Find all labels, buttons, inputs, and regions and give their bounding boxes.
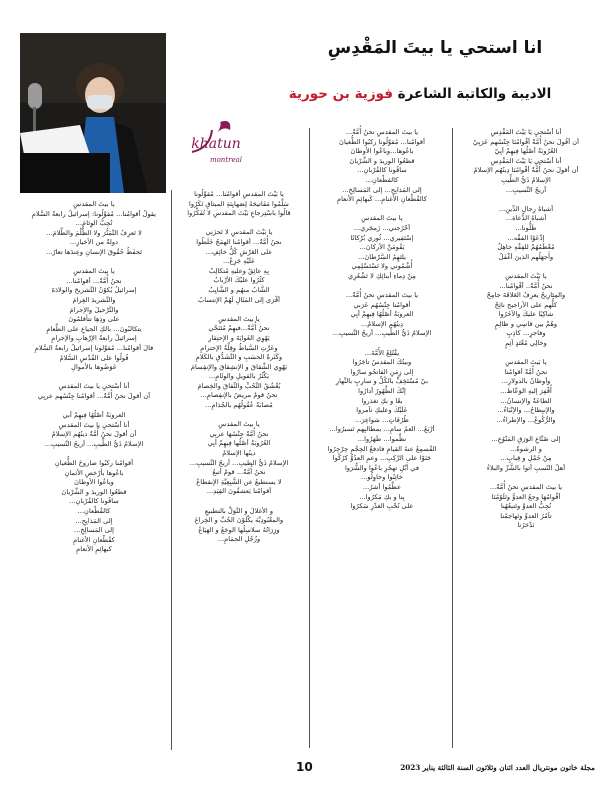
poem-line: الطاعَةُ والإنسانُ... bbox=[500, 396, 552, 405]
poem-line bbox=[176, 497, 302, 507]
poem-line bbox=[458, 473, 594, 483]
poem-line: وعَرَّتِ السَّباطُ وقِلَّةُ الإحترامِ bbox=[200, 343, 278, 352]
poem-line: والمعْبُودِيَّة يكْلَوْنَ الحُبَّ و الخِراعَ bbox=[194, 516, 284, 525]
poem-line: نحنُ أُمَّةٌ... أقوامُنا الهمَجُ خَلَطُوا bbox=[196, 237, 282, 246]
poem-line: الإسلامُ ذَيُّ الطِّيبِ bbox=[501, 175, 551, 184]
poem-line: أنا أسْتحيِ يا بيتَ المقدسِ bbox=[58, 382, 130, 391]
poem-line: وزُجُلِ الحمَامِ... bbox=[217, 535, 261, 544]
poem-line: قُولُوا على القُدْسِ السَّلامُ bbox=[59, 353, 129, 362]
poem-line: الإسلامُ ذَيُّ الطيبِ... أريجُ النَّسيبِ... bbox=[189, 458, 289, 467]
poem-line: نحنُ أُمَّةٌ...فيهِمْ مُتَنَحّي bbox=[208, 324, 270, 333]
poem-line: على نُحْبِ الغدْرِ سَكرُوا bbox=[350, 502, 414, 511]
poem-line: ساقُونا كالقُرْبانِ... bbox=[357, 166, 407, 175]
author-name: فوزية بن حورية bbox=[288, 86, 393, 102]
poem-line: أقوامُنا... مُقوَّلُونا ركبُوا الطُّغيانَ bbox=[339, 137, 425, 146]
poem-line: أنا أسْتحيِ يا بيتَ المقدسِ bbox=[58, 420, 130, 429]
poem-line: عَوَضُوها بالأموالِ bbox=[71, 363, 117, 372]
poem-line: العروبَةُ أصْلُهُا فِيهِمْ أبي bbox=[62, 411, 126, 420]
poem-line: أن أقولَ نحنُ أُمَّةٌ... أقوامُنا جِنْسُهم عربِي bbox=[37, 391, 151, 400]
poem-line: في أَبْلِ تهجُرِ باعُوا والشُّرَوا bbox=[344, 463, 420, 472]
poem-line: أحْرُجني... زَمجَري... bbox=[353, 223, 411, 232]
poem-line: إلى المَسالِخِ... bbox=[73, 526, 115, 535]
poem-line bbox=[20, 401, 168, 411]
poem-line: وفاجرٍ... كاذِبٍ bbox=[506, 329, 546, 338]
poem-line: إلى صُنَّاعِ الوَرَقِ المَنْوُعِ... bbox=[491, 435, 561, 443]
poem-line: وباعُوا الأوطانَ bbox=[74, 478, 114, 487]
poem-line bbox=[458, 195, 594, 205]
poem-line: قطعُوا الوريدَ و الشِّرْيانَ bbox=[349, 156, 415, 165]
khatun-logo bbox=[172, 118, 260, 170]
poem-line: قالُوا باسْتِرجاعِ بَيْتَ المقدسِ لا تُفَكِّرُوا bbox=[187, 209, 291, 218]
poem-line: عَلَيْهِ جَزِعٌ... bbox=[222, 257, 256, 266]
poem-line: الشَّابُ منهُم و الشَّايِبُ bbox=[208, 285, 270, 294]
poem-line: والمِتَارِيحُ يعرِفُ العَلاقَةَ جامِحٌ bbox=[486, 291, 566, 300]
poem-line: كقُطْعانِ الأغنامِ bbox=[73, 535, 115, 544]
poem-line: تُحِبُّ الوِئامَ... bbox=[75, 219, 113, 228]
poem-line bbox=[20, 449, 168, 459]
poem-line: إسرائيلُ رابعةُ الإرْهابِ والإجرامِ bbox=[51, 334, 137, 343]
logo-latin: khatun bbox=[191, 136, 241, 152]
poem-line: يا بَيتَ المقدسِ bbox=[505, 358, 547, 367]
poem-line: جَنَوْا على الرَّكِبِ... وعمِ العدُوُّ كرُكُوا bbox=[332, 454, 432, 463]
poem-subtitle bbox=[250, 86, 590, 102]
poem-line: يا بيتَ المقدسِ نحنُ أُمَّةٌ... bbox=[489, 482, 563, 491]
column-divider bbox=[452, 128, 453, 748]
poem-line: يَهْوِي الشِّقاقَ و الإنشِقاقَ والإنقِسامَ bbox=[190, 362, 288, 371]
poem-line: يا بيتَ المقدسِ bbox=[73, 267, 115, 276]
poem-line: أن أقولَ نحنُ أُمَّةٌ أقْوامُنَا دِينُهُم الإسلامُ bbox=[473, 166, 579, 175]
poem-line: أشباهُ رِجالِ الدِّينِ... bbox=[498, 204, 554, 213]
column-divider bbox=[171, 190, 172, 750]
poem-line: وكَثَرةُ الحسَبِ و التَّشَدُّقِ بالكَلامِ bbox=[195, 353, 283, 362]
poem-line bbox=[176, 219, 302, 229]
poem-line: لا يستطيعُ عن الشَّبِعِيَّةِ الإنقطاعُ bbox=[196, 477, 282, 486]
poem-title: انا استحي يا بيتَ المَقْدِسِ bbox=[327, 38, 543, 58]
poem-line: عَلَيْكَ وعليكِ تآمروا bbox=[356, 406, 408, 415]
poem-line: نحنُ أُمَّةٌ جِنْسُهَا عربِي bbox=[209, 429, 269, 438]
poem-line: نحنُ أُمَّةٌ... أقوامُنا... bbox=[66, 276, 122, 285]
poem-line: عظَّمُوا أشرُ... bbox=[362, 482, 402, 491]
poem-line: مُعْظَمُهُمْ للفِقْهِ جاهِلُ bbox=[497, 243, 555, 252]
poem-line: خائِنُوا وحاوِلُو... bbox=[361, 473, 403, 482]
poem-line: نحنُ أُمَّةٌ أقوامُنا bbox=[504, 367, 548, 376]
poem-line: العُرُوبَةُ أصْلُها فِيهِمْ أبِيّ bbox=[494, 147, 558, 156]
poem-line: نُحِبُّ العدوَّ وتَتبعُهُنا bbox=[500, 502, 552, 511]
poem-column-2 bbox=[316, 128, 448, 512]
poem-line: أُقْفِرَ إليهِ الوَعّاظ... bbox=[500, 387, 552, 396]
poem-line: أقْوامُهَا وجعُ العدوُّ وتَلَوّمُنَا bbox=[491, 492, 561, 501]
poem-line: يا بيتَ المقدسِ bbox=[361, 214, 403, 223]
poem-line: يا بيتَ المقدسِ bbox=[73, 200, 115, 208]
poem-line: و الرشوةُ... bbox=[510, 444, 542, 453]
poem-line: دولةٌ من الأخيارِ... bbox=[69, 238, 119, 247]
poem-line: أقوامُنا ركبُوا صاروخَ الطُّغيانِ bbox=[54, 459, 134, 468]
poem-line: أرْبَعُ... العمُ سامِ... بمطالبِهم تَسبرُوا... bbox=[329, 425, 435, 434]
poem-column-1 bbox=[458, 128, 594, 531]
poem-line: أنا أسْتحيِ يَا بَيْتَ المَقْدِسِ bbox=[490, 156, 562, 165]
poem-line: بِهِ عائِقٌ وعليهِ مُتكالِبٌ bbox=[208, 266, 270, 275]
poem-column-4 bbox=[20, 200, 168, 555]
poem-line: وبيتُكَ المقدسُ تاجَرُوا bbox=[352, 358, 412, 367]
poem-line: كالقُطْعانِ... bbox=[77, 507, 111, 515]
poem-line: يَقُومَنَّ الأركانَ... bbox=[359, 243, 405, 252]
poem-line: كثُرُوا عليْكَ الأرْبابُ bbox=[213, 276, 265, 285]
poem-line bbox=[458, 262, 594, 272]
poem-line: إلى المَذابِحِ... إلى المَسالِخِ... bbox=[342, 185, 422, 194]
subtitle-prefix: الاديبة والكاتبة الشاعرة bbox=[397, 86, 552, 102]
poem-line: كالقطْعانِ... bbox=[365, 175, 399, 184]
poem-line: أنا أسْتحيِ يَا بَيْتَ المَقْدِسِ bbox=[490, 128, 562, 136]
poem-line: أقوامُنا يَعشقُونَ القِيَدِ... bbox=[206, 487, 272, 496]
poem-line: قالَ أقوامُنا... مُقوَّلونا إسرائيلُ رابعةُ السَّلامِ bbox=[34, 343, 154, 352]
poem-line: نحنُ أُمَّةٌ.. أقْوامُنا... bbox=[499, 281, 553, 290]
poem-line bbox=[20, 258, 168, 268]
poem-line: بيْ مُسْتَخِفٍّ بالكُلِّ و سارِبٍ بالنَّهارِ bbox=[335, 377, 429, 386]
poem-line: يا بيتَ المقدسِ bbox=[218, 420, 260, 429]
poem-line: وأوطانٌ بالدولارِ... bbox=[501, 377, 551, 386]
column-divider bbox=[309, 128, 310, 748]
poem-line: وهُمْ بين قاسِي و ظالِمٍ bbox=[494, 319, 558, 328]
poem-line: أريجُ النَّسيبِ... bbox=[505, 185, 547, 194]
poem-line: أقوامُنا جِنْسُهُم عَرَبي bbox=[353, 300, 411, 309]
poem-line: و الأغلالَ و التَّوَلَّ بالتطبيعِ bbox=[204, 506, 274, 515]
poem-line: نظَّموا... طَهَرُوا... bbox=[357, 435, 407, 443]
poem-line: بعًا و بكِ تغذروا bbox=[361, 396, 403, 405]
poem-line: سَلَّمُوا مَفَاتيحَهُ لِصَهايِنَةِ الميثاقِ تَكَرُوا bbox=[188, 199, 290, 208]
poem-line: يا بَيْتَ المقدسِ bbox=[505, 271, 547, 280]
poem-line: يلتَهِمُ السَّرْطانَ... bbox=[358, 252, 406, 261]
poem-line: أُشْمُوني ولا تَسْتَسْلِمِي bbox=[351, 262, 413, 271]
poem-line: ظُرُفَاتٍ... شواعِرَ... bbox=[354, 415, 410, 424]
poem-line: إدَّعَوْا الفقْه... bbox=[507, 233, 545, 242]
poem-line: وزِرَاتُهُ سلاسِلُها الوجَعُ و الهَيَاعُ bbox=[198, 525, 280, 534]
poem-line: العروبَةُ أصْلُهُا فِيهِمْ أبِي bbox=[350, 310, 414, 319]
poem-line bbox=[458, 425, 594, 435]
poem-line: مِنْ دِماءِ أبنائِكِ لا تَشْعُرِي bbox=[348, 271, 416, 280]
poem-line: لا تَعرِفُ التَّمَنُّرَ ولا الظُّلْمَ والظَّلامَ... bbox=[46, 228, 142, 237]
poem-line: وأَجهَلُهم الذينَ أغْفَلُ bbox=[498, 252, 554, 261]
poem-line: أقْرَى إلى المَثَالِ لَهُمْ الإنتسابُ bbox=[197, 295, 281, 304]
poem-line: يَهْوِي الغَوايَةَ و الإحتِقارِ bbox=[208, 333, 270, 342]
poem-line: والتَّرْحيلَ والإجرامَ bbox=[69, 305, 119, 314]
poem-line bbox=[458, 349, 594, 359]
poem-line: القُسمِعُ عنهُ القيامِ فادفعُ الحِجْمِ حِرْحِرُوا bbox=[327, 444, 437, 453]
poem-line: يقْتُلِعُ الأُمَّةَ... bbox=[364, 348, 400, 357]
poem-line: أهلُ النّسبِ أتوا بالشَّرِّ والبلاءُ bbox=[486, 463, 566, 472]
poem-line: يتكالبُونَ... بالكِ الجياعِ على الطَّعامِ bbox=[46, 324, 142, 333]
poem-line: إسرائيلُ يُكوّنُ التَّشريحَ والولادَةَ bbox=[51, 286, 137, 295]
poem-line: على وذِهِا تتأقلمُونَ bbox=[68, 315, 120, 324]
poem-line: مِنْ خَمْلِ و قِبابٍ... bbox=[500, 454, 552, 463]
page-number: 10 bbox=[296, 760, 313, 774]
poem-line: وخالِي مُعْتَدٍ آثِمٍ bbox=[505, 339, 547, 348]
poem-line: دِينُهُم الإسلامُ... bbox=[360, 319, 404, 328]
poem-line: باعُوها...وباعُوا الأوطانَ bbox=[350, 147, 414, 156]
poem-line: إنَّكَ الطَّهُورُ أدارُوا bbox=[358, 387, 406, 396]
poem-line: العُرُوبَةُ أصْلُها فِيهِمْ أبِي bbox=[207, 439, 271, 448]
poem-line: كلُّهم على الأراجيح نائِحٌ bbox=[494, 300, 558, 309]
poem-line: على العَرْشِ كُلُّ خائِفٍ... bbox=[205, 247, 273, 256]
poem-line: يا بيتَ المقدسِ bbox=[218, 314, 260, 323]
poem-line: كالقُطْعانِ الأغنامِ... كَبهائِمِ الأنعامِ bbox=[337, 195, 427, 204]
poem-line: نحنُ قومٌ مريضٌ بالإنفِصامِ... bbox=[200, 391, 278, 400]
poem-line: أشباهُ الدُّعاة... bbox=[505, 214, 547, 223]
poem-line: ظَلُّونا... bbox=[515, 223, 537, 232]
poem-line: دينُها الإسلامُ bbox=[222, 449, 256, 458]
poem-line: الإسلامُ ذَيُّ الطِّيبِ... أريجُ النَّسيبِ... bbox=[332, 329, 432, 338]
poem-line: والتَّشريدَ الغِرامَ bbox=[72, 295, 116, 304]
poem-line: إلى المَذابِحِ... bbox=[75, 516, 113, 525]
poem-line: شاكِيًا عليكَ والآخَرُوا bbox=[498, 310, 554, 319]
poem-line: إسْتَفِيري... ثُوري بُرْكانًا bbox=[350, 233, 414, 242]
poem-line: أن أقولَ نحنُ أُمَّةٌ دينُهُم الإسلامُ bbox=[51, 430, 137, 439]
poem-line: يَكْثُرُ بالقويلِ والوِئَامِ... bbox=[208, 372, 270, 381]
poem-line: والرُّكُوعُ... والإطراءُ... bbox=[496, 415, 556, 424]
poem-line: تآمُرُ العدوِّ وتَهاجمُنا bbox=[500, 511, 552, 520]
poem-line bbox=[176, 305, 302, 315]
poet-photo bbox=[20, 33, 166, 193]
poem-line: يا بَيْتَ المقدسِ لا تَحزَنِي bbox=[205, 228, 273, 237]
footer-text: مجلة خاتون مونتريال العدد اثنان وثلاثون السنة الثالثة يناير 2023 bbox=[400, 763, 595, 772]
poem-line: يا بَيْتَ المقدسِ أقوامُنا... مُقوَّلُونا bbox=[194, 190, 284, 198]
poem-line: يا بيتَ المقدسِ نحنُ أُمَّةٌ... bbox=[345, 291, 419, 300]
poem-line bbox=[20, 373, 168, 383]
poem-line: يا بيتَ المقدسِ نحنُ أُمَّةٌ... bbox=[345, 128, 419, 136]
poem-line: إلى زِمَنِ الفاتحُو سارُوا bbox=[350, 367, 414, 376]
poem-line: قطعُوا الوريدَ و الشِّرْيانَ bbox=[61, 487, 127, 496]
poem-line: باعُوها بأرْخصِ الأثمانِ bbox=[64, 468, 124, 477]
poem-line: يُعْشُقُ التَّحُبِّ والنِّفاقَ والخِصامَ bbox=[197, 381, 281, 390]
poem-line: والإنبِطاحُ... والإنْبَاءُ... bbox=[497, 406, 555, 415]
poem-line: نحنُ أُمَّةٌ... قومٌ أتبعُ bbox=[212, 468, 266, 477]
poem-line: بِنا و بكِ مَكرُوا... bbox=[359, 492, 405, 501]
poem-line: كبهائِمِ الأنعامِ bbox=[76, 545, 112, 554]
poem-line: الإسلامُ ذَيُّ الطِّيبِ... أريجُ النَّسيبِ... bbox=[44, 439, 144, 448]
poem-line: تَحفَظُ حُقُوقَ الإنسانِ وعِندَها تعارٌ... bbox=[45, 247, 143, 256]
poem-line: مُصابَةٌ عُقُولُهُم بالجُذامِ... bbox=[205, 401, 273, 410]
poet-photo-illustration bbox=[20, 33, 166, 193]
poem-line bbox=[316, 282, 448, 292]
poem-line: يقولُ أقوامُنا... مُقوَّلُونا: إسرائيلُ رابعةُ السَّلامِ bbox=[31, 209, 157, 218]
khatun-logo-mark bbox=[172, 118, 260, 170]
poem-line: نَدْحَرُنا bbox=[517, 521, 535, 530]
poem-line bbox=[176, 411, 302, 421]
poem-line: أن أقُولَ نحنُ أُمَّةٌ أقْوامُنَا جِنْسُهم عَرَبِيّ bbox=[473, 137, 579, 146]
logo-sub: montreal bbox=[209, 156, 243, 164]
poem-column-3 bbox=[176, 190, 302, 545]
poem-line bbox=[316, 205, 448, 215]
poem-line bbox=[316, 339, 448, 349]
poem-line: ساقُونا كالقُرْبانِ... bbox=[69, 497, 119, 506]
